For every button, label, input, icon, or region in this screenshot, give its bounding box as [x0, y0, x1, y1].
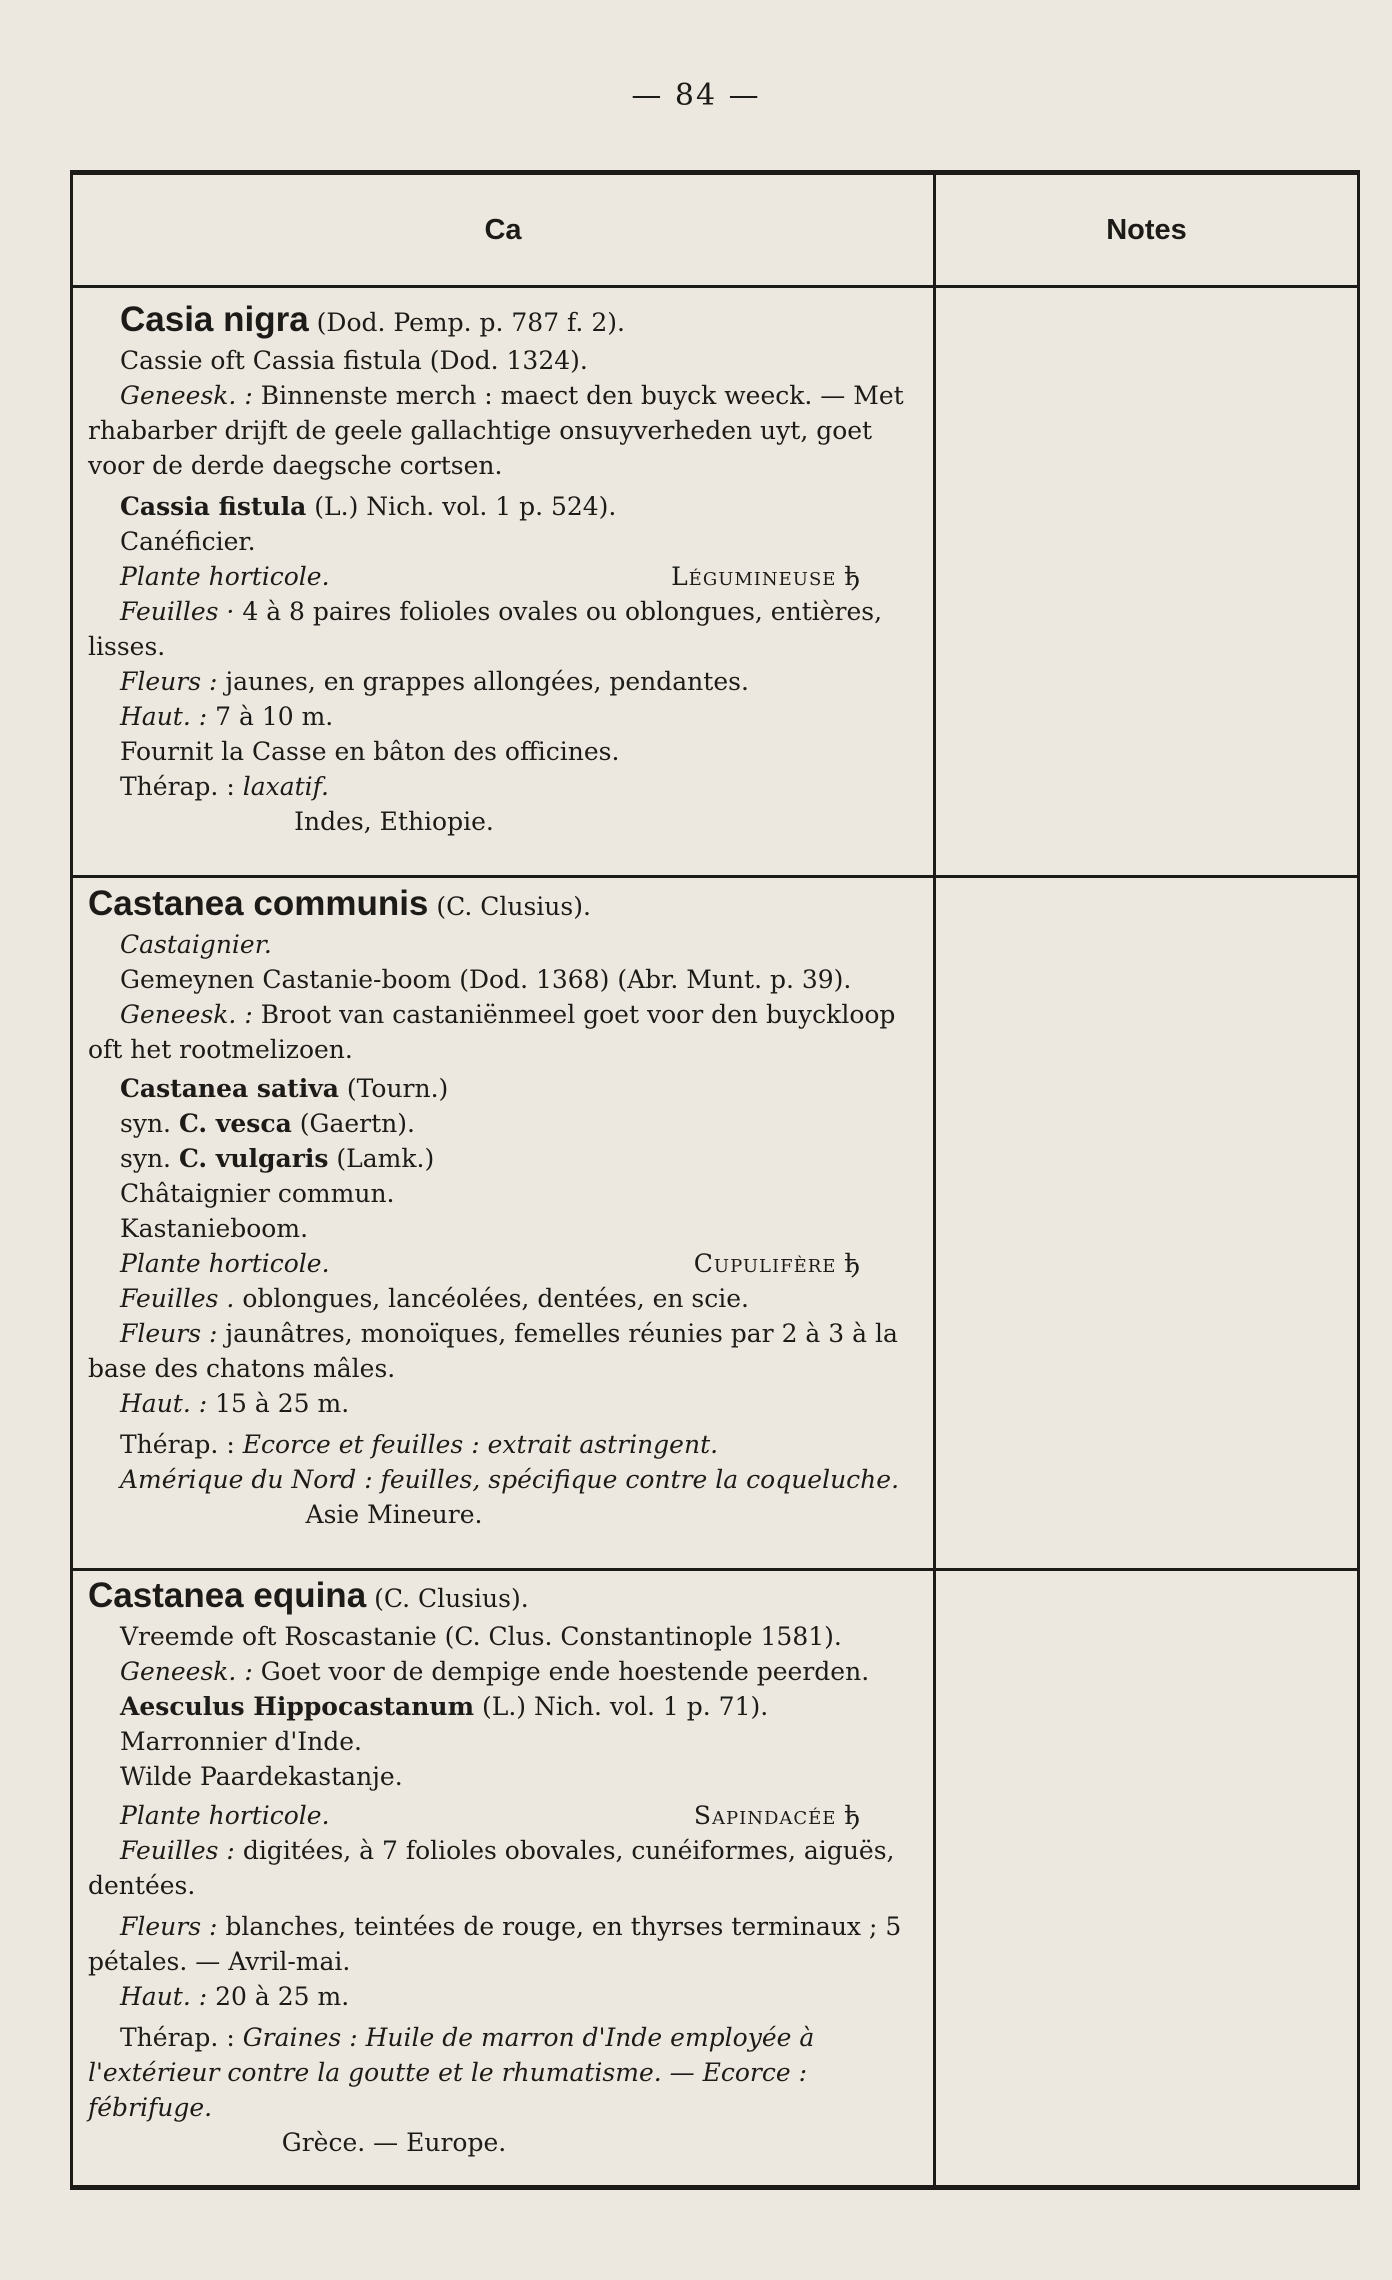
entry-common-nl: Kastanieboom.: [120, 1214, 309, 1243]
entry-habitat-row: Plante horticole. Légumineuse ђ: [120, 562, 860, 591]
entry-common-fr: Marronnier d'Inde.: [120, 1727, 362, 1756]
entry-rule-2-right: [936, 1568, 1357, 1571]
entry-family: Cupulifère: [693, 1249, 837, 1278]
entry-family: Légumineuse: [671, 562, 837, 591]
entry-height: Haut. : 15 à 25 m.: [120, 1389, 350, 1418]
entry-alias: Vreemde oft Roscastanie (C. Clus. Constantinople 1581).: [120, 1622, 842, 1651]
entry-habitat-row: Plante horticole. Cupulifère ђ: [120, 1249, 860, 1278]
column-divider: [933, 175, 936, 2185]
entry-height: Haut. : 20 à 25 m.: [120, 1982, 350, 2011]
entry-habitat-row: Plante horticole. Sapindacée ђ: [120, 1801, 860, 1830]
entry-geneesk: Geneesk. : Goet voor de dempige ende hoestende peerden.: [120, 1657, 870, 1686]
header-rule-left: [73, 285, 933, 288]
entry-flowers: Fleurs : jaunes, en grappes allongées, pendantes.: [120, 667, 749, 696]
entry-common-old: Castaignier.: [120, 930, 272, 959]
tree-symbol-icon: ђ: [844, 1801, 860, 1830]
entry-note: Fournit la Casse en bâton des officines.: [120, 737, 620, 766]
entry-casia-nigra: Casia nigra (Dod. Pemp. p. 787 f. 2). Cassie oft Cassia fistula (Dod. 1324). Geneesk. : Binnenste merch : maect den buyck weeck. — Met rhabarber drijft de geele gallachtige onsuyverheden uyt, goet voor de derde daegsche cortsen. Cassia fistula (L.) Nich. vol. 1 p. 524). Canéficier. Plante horticole. Légumineuse ђ Feuilles · 4 à 8 paires folioles ovales ou oblongues, entières, lisses. Fleurs : jaunes, en grappes allongées, pendantes. Haut. : 7 à 10 m. Fournit la Casse en bâton des officines. Thérap. : laxatif. Indes, Ethiopie.: [88, 297, 920, 839]
page-number: — 84 —: [631, 78, 761, 113]
entry-therap: Thérap. : Ecorce et feuilles : extrait astringent.: [120, 1430, 719, 1459]
header-ca: Ca: [484, 213, 522, 246]
entry-leaves: Feuilles · 4 à 8 paires folioles ovales ou oblongues, entières, lisses.: [88, 597, 883, 661]
entry-title-ref: (C. Clusius).: [374, 1584, 529, 1613]
entry-america: Amérique du Nord : feuilles, spécifique contre la coqueluche.: [120, 1465, 900, 1494]
entry-leaves: Feuilles : digitées, à 7 folioles obovales, cunéiformes, aiguës, dentées.: [88, 1836, 895, 1900]
entry-latin-name: Castanea sativa: [120, 1074, 339, 1103]
entry-origin: Asie Mineure.: [305, 1500, 483, 1529]
entry-leaves: Feuilles . oblongues, lancéolées, dentées, en scie.: [120, 1284, 749, 1313]
entry-alias: Gemeynen Castanie-boom (Dod. 1368) (Abr. Munt. p. 39).: [120, 965, 852, 994]
entry-rule-1-right: [936, 875, 1357, 878]
entry-synonym-2: syn. C. vulgaris (Lamk.): [120, 1144, 435, 1173]
entry-flowers: Fleurs : jaunâtres, monoïques, femelles réunies par 2 à 3 à la base des chatons mâles.: [88, 1319, 898, 1383]
entry-title: Castanea communis: [88, 884, 429, 923]
entry-geneesk: Geneesk. : Broot van castaniënmeel goet voor den buyckloop oft het rootmelizoen.: [88, 1000, 896, 1064]
entry-common-fr: Châtaignier commun.: [120, 1179, 395, 1208]
entry-title-ref: (Dod. Pemp. p. 787 f. 2).: [316, 308, 625, 337]
entry-common-nl: Wilde Paardekastanje.: [120, 1762, 403, 1791]
header-rule-right: [936, 285, 1357, 288]
entry-rule-1-left: [73, 875, 933, 878]
tree-symbol-icon: ђ: [844, 562, 860, 591]
entry-rule-2-left: [73, 1568, 933, 1571]
entry-alias: Cassie oft Cassia fistula (Dod. 1324).: [120, 346, 588, 375]
entry-origin: Indes, Ethiopie.: [294, 807, 494, 836]
entry-title: Castanea equina: [88, 1576, 367, 1615]
entry-title-ref: (C. Clusius).: [436, 892, 591, 921]
entry-latin-name: Aesculus Hippocastanum: [120, 1692, 475, 1721]
entry-family: Sapindacée: [693, 1801, 837, 1830]
entry-therap: Thérap. : laxatif.: [120, 772, 329, 801]
tree-symbol-icon: ђ: [844, 1249, 860, 1278]
entry-origin: Grèce. — Europe.: [281, 2128, 507, 2157]
header-notes: Notes: [1106, 213, 1187, 246]
species-table: [70, 170, 1360, 2190]
entry-latin-name: Cassia fistula: [120, 492, 307, 521]
entry-synonym-1: syn. C. vesca (Gaertn).: [120, 1109, 415, 1138]
entry-castanea-equina: Castanea equina (C. Clusius). Vreemde oft Roscastanie (C. Clus. Constantinople 1581). Geneesk. : Goet voor de dempige ende hoestende peerden. Aesculus Hippocastanum (L.) Nich. vol. 1 p. 71). Marronnier d'Inde. Wilde Paardekastanje. Plante horticole. Sapindacée ђ Feuilles : digitées, à 7 folioles obovales, cunéiformes, aiguës, dentées. Fleurs : blanches, teintées de rouge, en thyrses terminaux ; 5 pétales. — Avril-mai. Haut. : 20 à 25 m. Thérap. : Graines : Huile de marron d'Inde employée à l'extérieur contre la goutte et le rhumatisme. — Ecorce : fébrifuge. Grèce. — Europe.: [88, 1573, 920, 2160]
entry-height: Haut. : 7 à 10 m.: [120, 702, 334, 731]
entry-title: Casia nigra: [120, 300, 309, 339]
entry-geneesk: Geneesk. : Binnenste merch : maect den buyck weeck. — Met rhabarber drijft de geele gallachtige onsuyverheden uyt, goet voor de derde daegsche cortsen.: [88, 381, 904, 480]
entry-therap: Thérap. : Graines : Huile de marron d'Inde employée à l'extérieur contre la goutte et le rhumatisme. — Ecorce : fébrifuge.: [88, 2023, 815, 2122]
entry-common-fr: Canéficier.: [120, 527, 256, 556]
entry-castanea-communis: Castanea communis (C. Clusius). Castaignier. Gemeynen Castanie-boom (Dod. 1368) (Abr. Munt. p. 39). Geneesk. : Broot van castaniënmeel goet voor den buyckloop oft het rootmelizoen. Castanea sativa (Tourn.) syn. C. vesca (Gaertn). syn. C. vulgaris (Lamk.) Châtaignier commun. Kastanieboom. Plante horticole. Cupulifère ђ Feuilles . oblongues, lancéolées, dentées, en scie. Fleurs : jaunâtres, monoïques, femelles réunies par 2 à 3 à la base des chatons mâles. Haut. : 15 à 25 m. Thérap. : Ecorce et feuilles : extrait astringent. Amérique du Nord : feuilles, spécifique contre la coqueluche. Asie Mineure.: [88, 881, 920, 1532]
entry-flowers: Fleurs : blanches, teintées de rouge, en thyrses terminaux ; 5 pétales. — Avril-mai.: [88, 1912, 902, 1976]
